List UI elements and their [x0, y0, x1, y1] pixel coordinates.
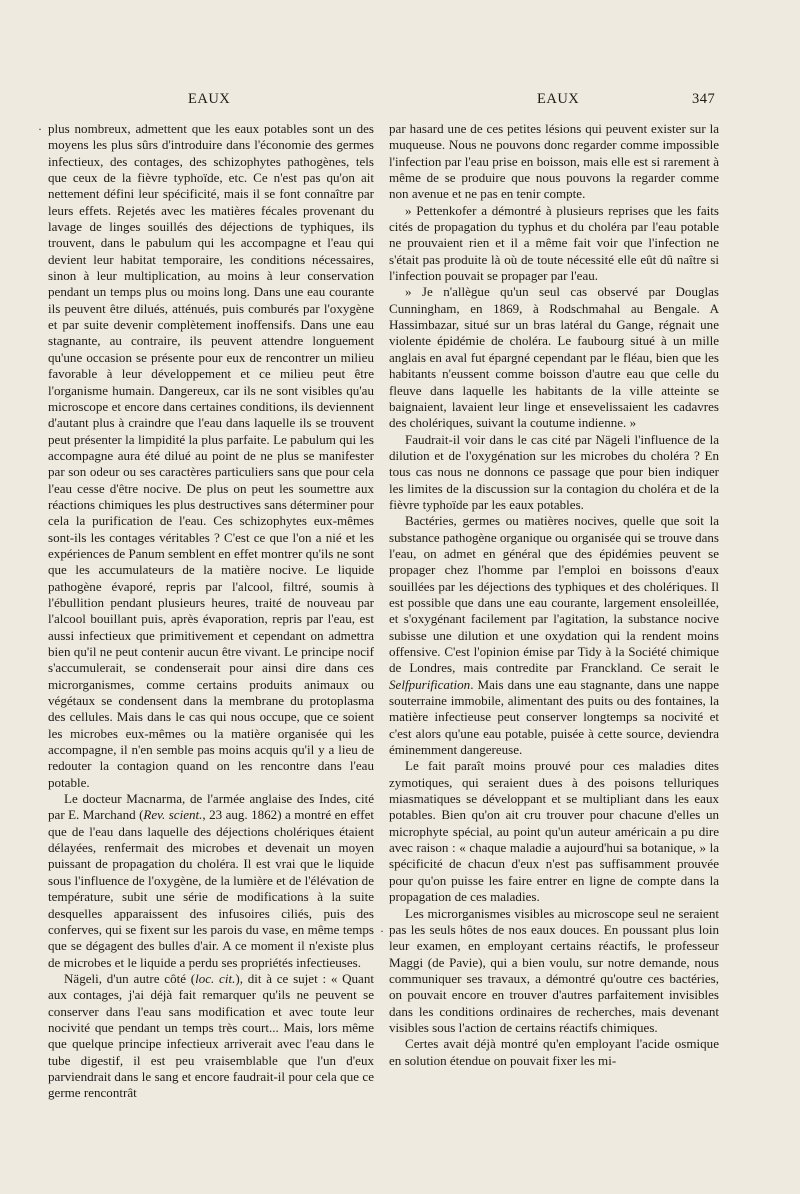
paragraph: Le docteur Macnarma, de l'armée anglaise des Indes, cité par E. Marchand (Rev. scient., 23 aug. 1862) a montré en effet que de l'eau dans laquelle des déjections cholériques étaient délayées, renfermait des microbes et devenait un moyen puissant de propagation du choléra. Il est vrai que le liquide sous l'influence de l'oxygène, de la lumière et de l'élévation de température, subit une série de modifications à la suite desquelles apparaissent des infusoires ciliés, puis des conferves, qui se fixent sur les parois du vase, en même temps que se dégagent des bulles d'air. A ce moment il n'existe plus de microbes et le liquide a perdu ses propriétés infectieuses.	[48, 791, 374, 970]
running-header	[0, 91, 800, 111]
citation: loc. cit.	[195, 970, 236, 986]
paragraph: » Pettenkofer a démontré à plusieurs reprises que les faits cités de propagation du typhus et du choléra par l'eau potable ne prouvaient rien et il a même fait voir que l'infection ne s'était pas produite là où de toute nécessité elle eût dû naître si l'infection pouvait se propager par l'eau.	[389, 202, 719, 284]
margin-dot: ·	[38, 122, 42, 136]
paragraph: Les microrganismes visibles au microscope seul ne seraient pas les seuls hôtes de nos eaux douces. En poussant plus loin leur examen, en employant certains réactifs, le professeur Maggi (de Pavie), qui a bien voulu, sur notre demande, nous communiquer ses travaux, a démontré qu'outre ces bactéries, on pouvait encore en trouver d'autres parfaitement invisibles dans les conditions ordinaires de recherches, mais devenant visibles sous l'action de certains réactifs chimiques.	[389, 905, 719, 1035]
right-column	[389, 121, 719, 1069]
paragraph: » Je n'allègue qu'un seul cas observé par Douglas Cunningham, en 1869, à Rodschmahal au Bengale. A Hassimbazar, situé sur un bras latéral du Gange, régnait une violente épidémie de choléra. Le faubourg situé à un mille anglais en aval fut épargné cependant par le fléau, bien que les habitants n'eussent comme boisson d'autre eau que celle du fleuve dans laquelle les habitants de la ville atteinte se baignaient, lavaient leur linge et ensevelissaient les cadavres des cholériques, suivant la coutume indienne. »	[389, 284, 719, 431]
margin-dot: ·	[380, 924, 384, 938]
paragraph: Faudrait-il voir dans le cas cité par Nägeli l'influence de la dilution et de l'oxygénation sur les microbes du choléra ? En tous cas nous ne donnons ce passage que pour bien indiquer les limites de la discussion sur la contagion du choléra et de la fièvre typhoïde par les eaux potables.	[389, 431, 719, 512]
left-column	[48, 121, 374, 1102]
paragraph: par hasard une de ces petites lésions qui peuvent exister sur la muqueuse. Nous ne pouvons donc regarder comme impossible l'infection par l'eau prise en boisson, mais elle est si rarement à même de se produire que nous pouvons la regarder comme non avenue et ne pas en tenir compte.	[389, 121, 719, 202]
left-running-title: EAUX	[188, 91, 231, 107]
page-number: 347	[692, 91, 716, 107]
paragraph: Bactéries, germes ou matières nocives, quelle que soit la substance pathogène organique ou organisée qui se trouve dans l'eau, on admet en général que des épidémies peuvent se propager chez l'homme par l'emploi en boissons d'eaux souillées par les déjections des typhiques et des cholériques. Il est possible que dans une eau courante, largement ensoleillée, et s'oxygénant facilement par l'agitation, la substance nocive subisse une dilution et une oxydation qui la rendent moins offensive. C'est l'opinion émise par Tidy à la Société chimique de Londres, mais contredite par Franckland. Ce serait le Selfpurification. Mais dans une eau stagnante, dans une nappe souterraine immobile, alimentant des puits ou des fontaines, la matière infectieuse peut conserver longtemps sa nocivité et c'est alors qu'une eau potable, puisée à cette source, deviendra éminemment dangereuse.	[389, 513, 719, 758]
paragraph: plus nombreux, admettent que les eaux potables sont un des moyens les plus sûrs d'introduire dans l'économie des germes infectieux, des contages, des schizophytes pathogènes, tels que ceux de la fièvre typhoïde, etc. Ce n'est pas qu'on ait nettement défini leur spécificité, mais il se font connaître par leurs effets. Rejetés avec les matières fécales provenant du lavage de linges souillés des déjections de typhiques, ils trouvent, dans le pabulum qui les accompagne et l'eau qui devient leur habitat temporaire, les conditions nécessaires, sinon à leur multiplication, au moins à leur conservation pendant un temps plus ou moins long. Dans une eau courante ils peuvent être dilués, atténués, puis comburés par l'oxygène et par suite devenir complètement inoffensifs. Dans une eau stagnante, au contraire, ils peuvent attendre longuement qu'une occasion se présente pour eux de rencontrer un milieu favorable à leur développement et ce milieu peut être l'organisme humain. Dangereux, car ils ne sont visibles qu'au microscope et encore dans certaines conditions, ils deviennent d'autant plus à craindre que l'eau dans laquelle ils se trouvent peut présenter la limpidité la plus parfaite. Le pabulum qui les accompagne aura été dilué au point de ne plus se manifester par son odeur ou ses caractères particuliers sans que pour cela l'eau cesse d'être nocive. De plus on peut les soumettre aux réactions chimiques les plus destructives sans déterminer pour cela la purification de l'eau. Ces schizophytes eux-mêmes sont-ils les contages véritables ? C'est ce que l'on a nié et les expériences de Panum semblent en effet montrer qu'ils ne sont que les accumulateurs de la matière nocive. Le liquide pathogène évaporé, repris par l'alcool, filtré, soumis à l'ébullition pendant plusieurs heures, traité de nouveau par l'alcool bouillant puis, après évaporation, repris par l'eau, est aussi infectieux que primitivement et cependant on admettra bien qu'il ne peut contenir aucun être vivant. Le principe nocif s'accumulerait, se condenserait pour ainsi dire dans ces microrganismes, comme certains produits animaux ou végétaux se condensent dans la membrane du protoplasma des cellules. Mais dans le cas qui nous occupe, que ce soient les microbes eux-mêmes ou la matière organisée qui les accompagne, il n'en semble pas moins acquis qu'il y a lieu de redouter la contagion quand on les rencontre dans l'eau potable.	[48, 121, 374, 790]
right-running-title: EAUX	[537, 91, 580, 107]
paragraph: Le fait paraît moins prouvé pour ces maladies dites zymotiques, qui seraient dues à des poisons telluriques miasmatiques se développant et se multipliant dans les eaux potables. Bien qu'on ait cru trouver pour chacune d'elles un microphyte spécial, au point qu'un auteur américain a pu dire avec raison : « chaque maladie a aujourd'hui sa botanique, » la spécificité de chacun d'eux n'est pas suffisamment prouvée pour qu'on puisse les faire entrer en ligne de compte dans la propagation de ces maladies.	[389, 758, 719, 905]
paragraph: Certes avait déjà montré qu'en employant l'acide osmique en solution étendue on pouvait fixer les mi-	[389, 1036, 719, 1068]
citation: Rev. scient.	[143, 807, 203, 823]
emphasized-term: Selfpurification	[389, 676, 471, 692]
paragraph: Nägeli, d'un autre côté (loc. cit.), dit à ce sujet : « Quant aux contages, j'ai déjà fait remarquer qu'ils ne peuvent se conserver dans l'eau sans modification et avec toute leur nocivité que pendant un temps très court... Mais, lors même que quelque principe infectieux arriverait avec l'eau dans le tube digestif, il est peu vraisemblable que l'un d'eux parviendrait dans le sang et encore faudrait-il pour cela que ce germe rencontrât	[48, 970, 374, 1101]
